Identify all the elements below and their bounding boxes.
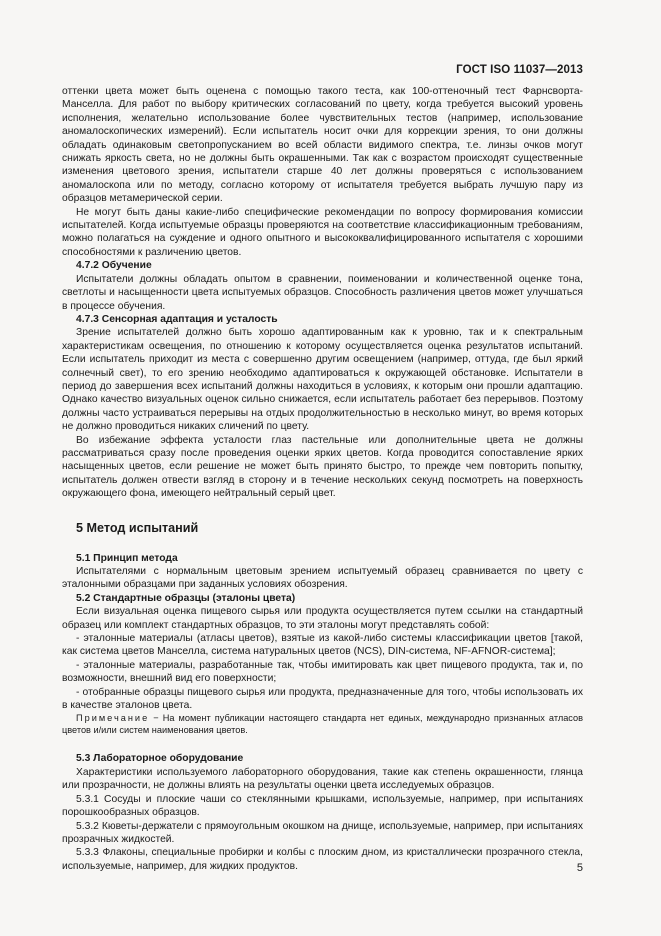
list-item-atlases: - эталонные материалы (атласы цветов), взятые из какой-либо системы классификации цветов [такой, как система цветов Манселла, система натуральных цветов (NCS), DIN-система, NF-AFNOR-система]; [62,633,583,658]
note-text: − На момент публикации настоящего стандарта нет единых, международно признанных атласов цветов и/или систем наименования цветов. [62,713,583,736]
document-body [62,85,583,873]
heading-5-1: 5.1 Принцип метода [76,552,178,564]
page-number: 5 [576,862,583,874]
document-code-header: ГОСТ ISO 11037—2013 [456,64,583,76]
paragraph-standards: Если визуальная оценка пищевого сырья или продукта осуществляется путем ссылки на стандартный образец или комплект стандартных образцов, то эти эталоны могут представлять собой: [62,606,583,631]
note [62,712,583,736]
paragraph-5-3-2: 5.3.2 Кюветы-держатели с прямоугольным окошком на днище, используемые, например, при испытаниях прозрачных жидкостей. [62,820,583,845]
paragraph-training: Испытатели должны обладать опытом в сравнении, поименовании и количественной оценке тона, светлоты и насыщенности цвета испытуемых образцов. Способность различения цветов может улучшаться в процессе обучения. [62,273,583,312]
paragraph-5-3-1: 5.3.1 Сосуды и плоские чаши со стеклянными крышками, используемые, например, при испытаниях порошкообразных образцов. [62,793,583,819]
heading-4-7-2: 4.7.2 Обучение [76,260,152,272]
paragraph-commission: Не могут быть даны какие-либо специфические рекомендации по вопросу формирования комиссии испытателей. Когда испытуемые образцы проверяются на соответствие классификационным требованиям, можно полагаться на суждение и одного опытного и высококвалифицированного испытателя с хорошими способностями к различению цветов. [62,206,583,258]
heading-5-2: 5.2 Стандартные образцы (эталоны цвета) [76,592,296,604]
list-item-selected-samples: - отобранные образцы пищевого сырья или продукта, предназначенные для того, чтобы использовать их в качестве эталонов цвета. [62,686,583,712]
paragraph-5-3-3: 5.3.3 Флаконы, специальные пробирки и колбы с плоским дном, из кристаллически прозрачного стекла, используемые, например, для жидких продуктов. [62,847,583,872]
note-label: Примечание [76,713,150,724]
heading-4-7-3: 4.7.3 Сенсорная адаптация и усталость [76,313,278,325]
heading-5-3: 5.3 Лабораторное оборудование [76,753,244,765]
heading-section-5: 5 Метод испытаний [76,520,199,535]
paragraph-adaptation: Зрение испытателей должно быть хорошо адаптированным как к уровню, так и к спектральным характеристикам освещения, по отношению к которому осуществляется оценка результатов испытаний. Если испытатель приходит из места с совершенно другим освещением (например, оттуда, где был яркий солнечный свет), то его зрению необходимо адаптироваться к окружающей обстановке. Испытатели в период до завершения всех испытаний должны находиться в условиях, к которым они прошли адаптацию. Однако качество визуальных оценок сильно снижается, если испытатель работает без перерывов. Поэтому должны часто устраиваться перерывы на отдых продолжительностью в несколько минут, во время которых не должно проводиться никаких сличений по цвету. [62,327,583,433]
paragraph-principle: Испытателями с нормальным цветовым зрением испытуемый образец сравнивается по цвету с эталонными образцами при заданных условиях обозрения. [62,566,583,591]
paragraph-fatigue: Во избежание эффекта усталости глаз пастельные или дополнительные цвета не должны рассматриваться сразу после проведения оценки ярких цветов. Когда проводится сопоставление ярких насыщенных цветов, если решение не может быть принято быстро, то прежде чем повторить попытку, испытатель должен отвести взгляд в сторону и в течение нескольких секунд посмотреть на поверхность окружающего фона, имеющего нейтральный серый цвет. [62,434,583,500]
list-item-imitation: - эталонные материалы, разработанные так, чтобы имитировать как цвет пищевого продукта, так и, по возможности, внешний вид его поверхности; [62,659,583,685]
paragraph-lab-equipment: Характеристики используемого лабораторного оборудования, такие как степень окрашенности, глянца или прозрачности, не должны влиять на результаты оценки цвета исследуемых образцов. [62,766,583,792]
paragraph-color-test: оттенки цвета может быть оценена с помощью такого теста, как 100-оттеночный тест Фарнсворта-Манселла. Для работ по выбору критических согласований по цвету, когда требуется высокий уровень исполнения, желательно использование более чувствительных тестов (например, использование аномалоскопических измерений). Если испытатель носит очки для коррекции зрения, то они должны обладать одинаковым светопропусканием во всей области видимого спектра, т.е. линзы очков могут снижать яркость света, но не должны быть окрашенными. Так как с возрастом происходят существенные изменения цветового зрения, испытатели старше 40 лет должны проверяться с использованием аномалоскопа или по методу, согласно которому от испытателя требуется выбрать лучшую пару из образцов метамерической серии. [62,86,583,205]
